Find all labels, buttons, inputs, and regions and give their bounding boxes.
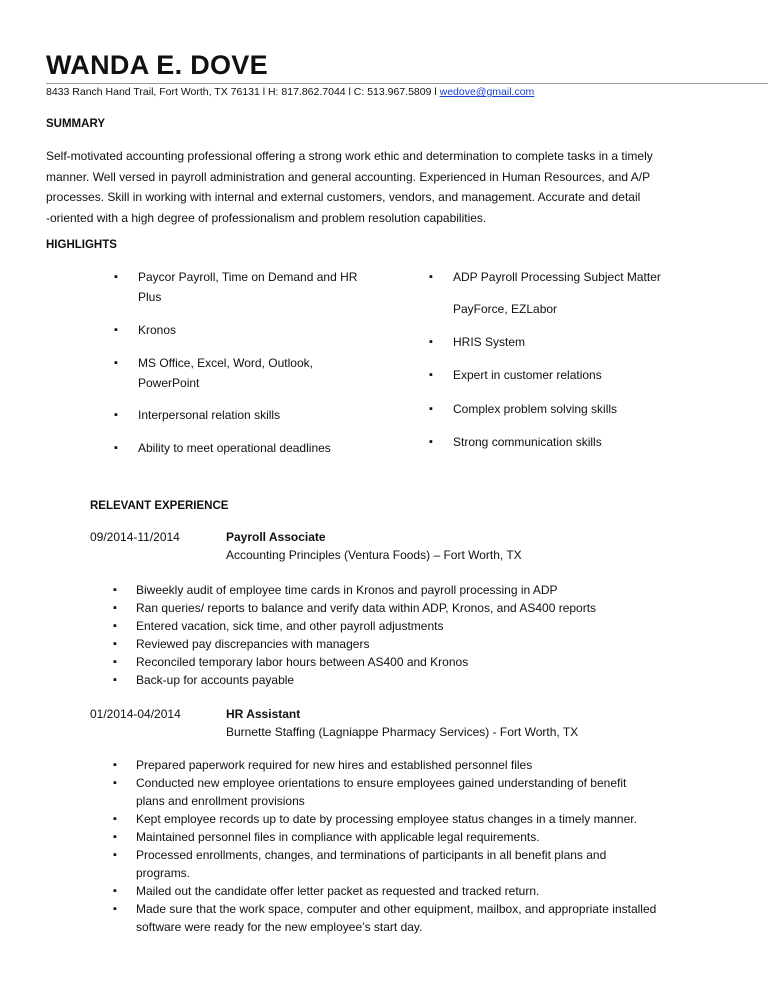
header-rule	[46, 83, 768, 84]
highlights-heading: HIGHLIGHTS	[46, 239, 117, 251]
duty-item: ▪ Maintained personnel files in compliance with applicable legal requirements.	[113, 828, 658, 846]
highlight-item-continuation: PayForce, EZLabor	[453, 302, 558, 316]
highlight-item: ▪ Ability to meet operational deadlines	[114, 439, 398, 459]
highlight-item: ▪ Interpersonal relation skills	[114, 406, 378, 426]
duty-item: ▪ Entered vacation, sick time, and other payroll adjustments	[113, 617, 658, 635]
summary-line: -oriented with a high degree of professionalism and problem resolution capabilities.	[46, 210, 487, 225]
highlight-item: ▪ MS Office, Excel, Word, Outlook, PowerPoint	[114, 354, 353, 393]
contact-line	[46, 85, 534, 99]
job-employer: Burnette Staffing (Lagniappe Pharmacy Services) - Fort Worth, TX	[226, 725, 579, 739]
duty-item: ▪ Biweekly audit of employee time cards in Kronos and payroll processing in ADP	[113, 581, 658, 599]
job-employer: Accounting Principles (Ventura Foods) – Fort Worth, TX	[226, 548, 522, 562]
job-duties-list	[113, 756, 658, 936]
job-dates: 09/2014-11/2014	[90, 530, 180, 544]
experience-heading: RELEVANT EXPERIENCE	[90, 500, 229, 512]
duty-item: ▪ Kept employee records up to date by processing employee status changes in a timely manner.	[113, 810, 658, 828]
duty-item: ▪ Mailed out the candidate offer letter packet as requested and tracked return.	[113, 882, 658, 900]
resume-name: WANDA E. DOVE	[46, 50, 268, 80]
duty-item: ▪ Reviewed pay discrepancies with managers	[113, 635, 658, 653]
summary-line: processes. Skill in working with internal and external customers, vendors, and management. Accurate and detail	[46, 190, 641, 204]
summary-line: Self-motivated accounting professional offering a strong work ethic and determination to complete tasks in a timely	[46, 149, 653, 163]
job-dates: 01/2014-04/2014	[90, 707, 181, 721]
job-duties-list	[113, 581, 658, 689]
duty-item: ▪ Processed enrollments, changes, and terminations of participants in all benefit plans and programs.	[113, 846, 658, 882]
highlight-item: ▪ Paycor Payroll, Time on Demand and HR Plus	[114, 268, 378, 307]
email-link[interactable]: wedove@gmail.com	[439, 86, 535, 98]
summary-paragraph	[46, 146, 706, 228]
duty-item: ▪ Conducted new employee orientations to ensure employees gained understanding of benefit plans and enrollment provisions	[113, 774, 658, 810]
duty-item: ▪ Reconciled temporary labor hours between AS400 and Kronos	[113, 653, 658, 671]
duty-item: ▪ Back-up for accounts payable	[113, 671, 658, 689]
highlight-item: ▪ Strong communication skills	[429, 433, 713, 453]
highlight-item: ▪ Expert in customer relations	[429, 366, 713, 386]
duty-item: ▪ Ran queries/ reports to balance and verify data within ADP, Kronos, and AS400 reports	[113, 599, 658, 617]
job-title: HR Assistant	[226, 707, 301, 721]
duty-item: ▪ Prepared paperwork required for new hires and established personnel files	[113, 756, 658, 774]
contact-details: 8433 Ranch Hand Trail, Fort Worth, TX 76131 l H: 817.862.7044 l C: 513.967.5809 l	[46, 86, 440, 98]
summary-heading: SUMMARY	[46, 118, 105, 130]
highlight-item: ▪ HRIS System	[429, 333, 713, 353]
duty-item: ▪ Made sure that the work space, computer and other equipment, mailbox, and appropriate installed software were ready for the new employee’s start day.	[113, 900, 658, 936]
highlight-item: ▪ Kronos	[114, 321, 378, 341]
summary-line: manner. Well versed in payroll administration and general accounting. Experienced in Human Resources, and A/P	[46, 169, 651, 184]
job-title: Payroll Associate	[226, 530, 326, 544]
highlight-item: ▪ Complex problem solving skills	[429, 400, 713, 420]
highlight-item: ▪ ADP Payroll Processing Subject Matter	[429, 268, 713, 288]
